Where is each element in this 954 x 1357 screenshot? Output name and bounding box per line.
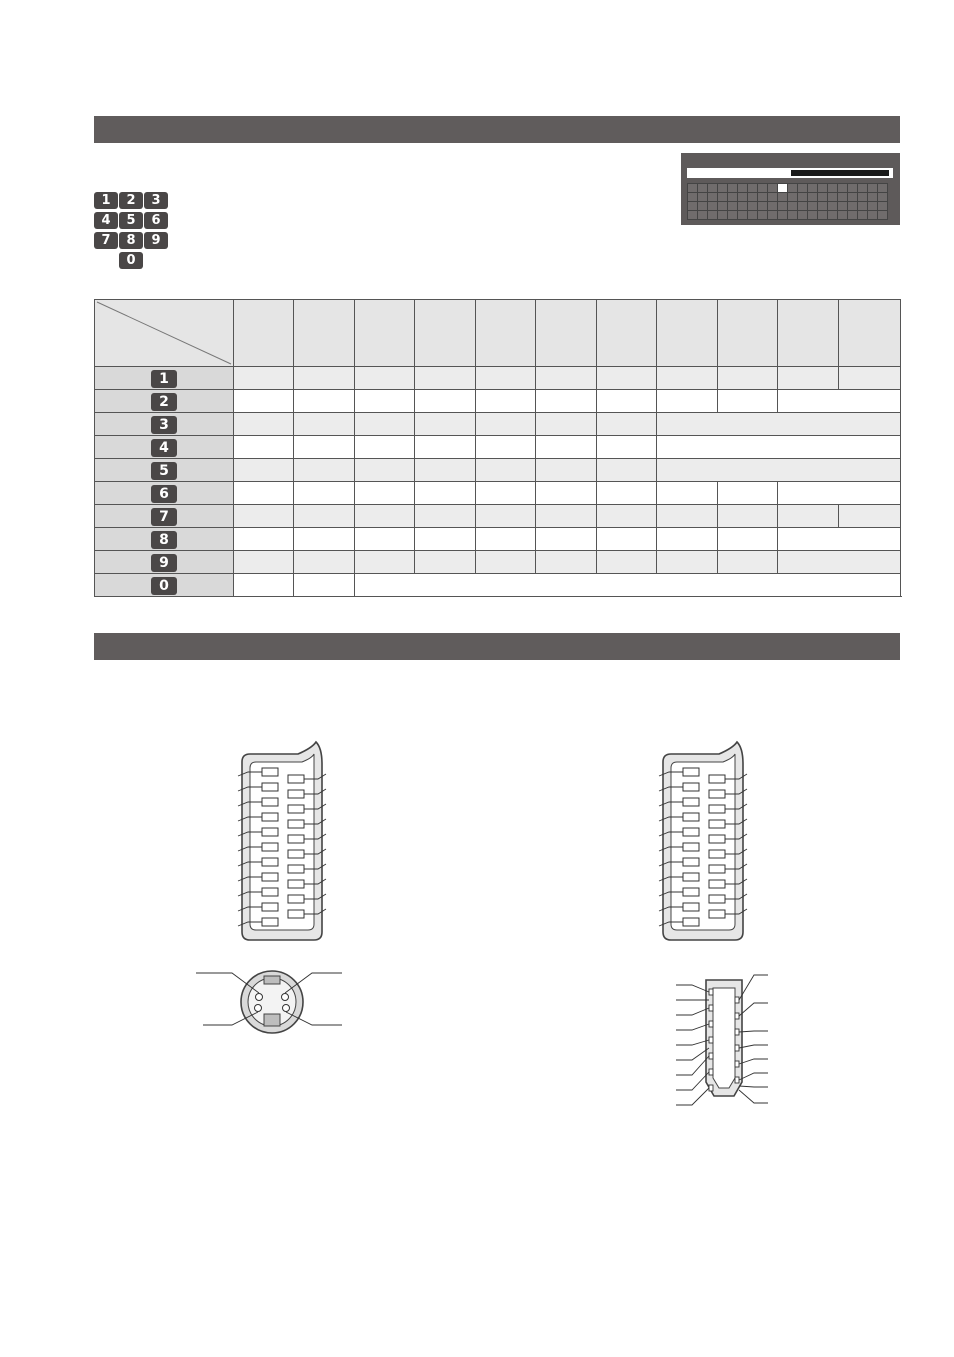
row-key-0: 0	[151, 577, 177, 595]
row-key-8: 8	[151, 531, 177, 549]
keypad-key-7: 7	[94, 232, 118, 249]
keypad-key-3: 3	[144, 192, 168, 209]
keypad-key-4: 4	[94, 212, 118, 229]
scart-connector-left	[238, 742, 326, 940]
scart-connector-right	[659, 742, 747, 940]
keypad-key-2: 2	[119, 192, 143, 209]
row-key-1: 1	[151, 370, 177, 388]
row-key-7: 7	[151, 508, 177, 526]
keypad-key-1: 1	[94, 192, 118, 209]
keypad-key-5: 5	[119, 212, 143, 229]
row-key-9: 9	[151, 554, 177, 572]
s-video-connector	[196, 971, 342, 1033]
keypad-key-8: 8	[119, 232, 143, 249]
hdmi-connector	[676, 975, 768, 1105]
keypad-key-6: 6	[144, 212, 168, 229]
row-key-3: 3	[151, 416, 177, 434]
row-key-4: 4	[151, 439, 177, 457]
keypad-key-9: 9	[144, 232, 168, 249]
keypad-key-0: 0	[119, 252, 143, 269]
row-key-2: 2	[151, 393, 177, 411]
row-key-5: 5	[151, 462, 177, 480]
row-key-6: 6	[151, 485, 177, 503]
